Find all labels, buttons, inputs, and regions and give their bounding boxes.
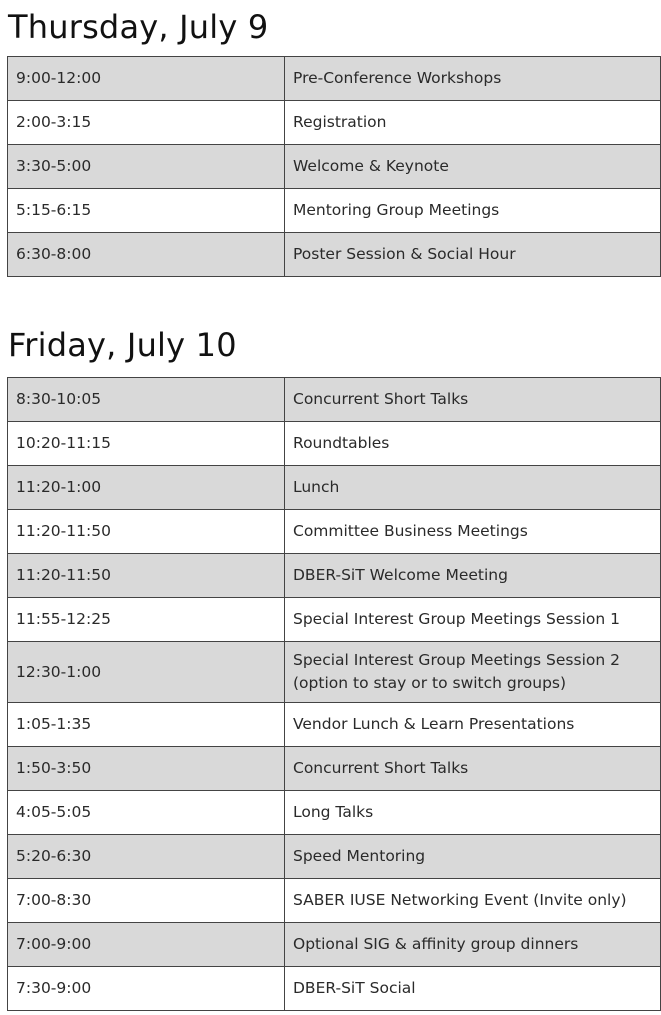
time-cell: 9:00-12:00 [8,57,285,101]
event-cell: Long Talks [285,791,661,835]
schedule-table-friday [7,377,661,1011]
time-cell: 7:00-9:00 [8,923,285,967]
table-row [8,879,661,923]
time-cell: 11:20-11:50 [8,510,285,554]
table-row [8,791,661,835]
table-row [8,642,661,703]
event-cell: Special Interest Group Meetings Session 1 [285,598,661,642]
time-cell: 5:20-6:30 [8,835,285,879]
event-cell: Speed Mentoring [285,835,661,879]
event-cell: DBER-SiT Welcome Meeting [285,554,661,598]
event-cell: Committee Business Meetings [285,510,661,554]
table-row [8,923,661,967]
schedule-table-thursday [7,56,661,277]
time-cell: 11:20-11:50 [8,554,285,598]
table-row [8,598,661,642]
table-row [8,422,661,466]
event-cell: Concurrent Short Talks [285,378,661,422]
event-cell: Roundtables [285,422,661,466]
table-row [8,510,661,554]
event-cell: Mentoring Group Meetings [285,189,661,233]
time-cell: 8:30-10:05 [8,378,285,422]
time-cell: 6:30-8:00 [8,233,285,277]
table-row [8,101,661,145]
time-cell: 7:00-8:30 [8,879,285,923]
event-cell: Concurrent Short Talks [285,747,661,791]
table-row [8,747,661,791]
table-row [8,378,661,422]
time-cell: 11:55-12:25 [8,598,285,642]
time-cell: 4:05-5:05 [8,791,285,835]
table-row [8,466,661,510]
time-cell: 11:20-1:00 [8,466,285,510]
event-cell: Pre-Conference Workshops [285,57,661,101]
event-cell: DBER-SiT Social [285,967,661,1011]
table-row [8,57,661,101]
event-cell: Poster Session & Social Hour [285,233,661,277]
time-cell: 7:30-9:00 [8,967,285,1011]
event-text: Special Interest Group Meetings Session 2 [293,651,620,669]
table-row [8,233,661,277]
time-cell: 5:15-6:15 [8,189,285,233]
time-cell: 3:30-5:00 [8,145,285,189]
day-title-friday: Friday, July 10 [8,326,237,364]
time-cell: 1:05-1:35 [8,703,285,747]
table-row [8,554,661,598]
time-cell: 1:50-3:50 [8,747,285,791]
event-note: (option to stay or to switch groups) [293,674,567,692]
table-row [8,967,661,1011]
event-cell: Lunch [285,466,661,510]
event-cell: Optional SIG & affinity group dinners [285,923,661,967]
time-cell: 2:00-3:15 [8,101,285,145]
time-cell: 12:30-1:00 [8,642,285,703]
event-cell: Welcome & Keynote [285,145,661,189]
time-cell: 10:20-11:15 [8,422,285,466]
day-title-thursday: Thursday, July 9 [8,8,269,46]
event-cell [285,642,661,703]
table-row [8,189,661,233]
table-row [8,145,661,189]
event-cell: SABER IUSE Networking Event (Invite only) [285,879,661,923]
table-row [8,703,661,747]
table-row [8,835,661,879]
event-cell: Registration [285,101,661,145]
event-cell: Vendor Lunch & Learn Presentations [285,703,661,747]
